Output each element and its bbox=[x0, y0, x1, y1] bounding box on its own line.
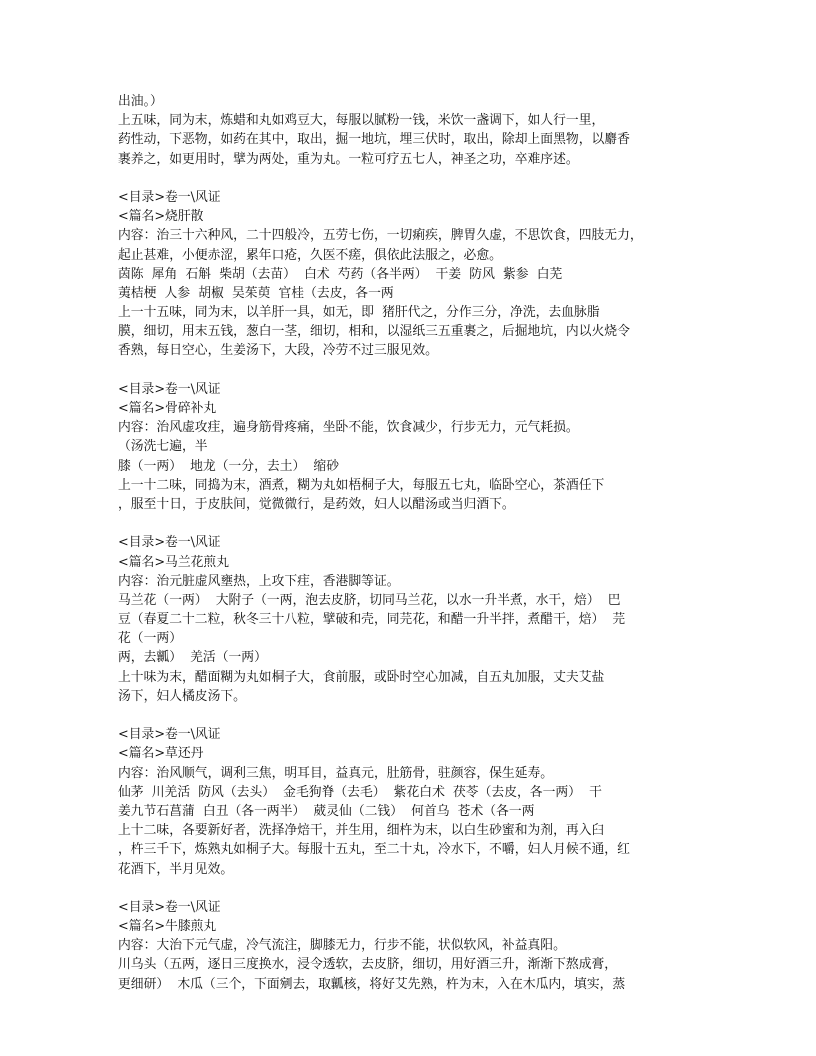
ingredients-line: 姜九节石菖蒲 白丑（各一两半） 葳灵仙（二钱） 何首乌 苍术（各一两 bbox=[118, 803, 535, 819]
paragraph-gap bbox=[118, 169, 698, 188]
catalog-line: <目录>卷一\风证 bbox=[118, 727, 221, 743]
content-line: 内容：治三十六种风，二十四般冷，五劳七伤，一切痢疾，脾胃久虚，不思饮食，四肢无力， bbox=[118, 228, 643, 244]
text-line: 上一十五味，同为末，以羊肝一具，如无，即 猪肝代之，分作三分，净洗，去血脉脂 bbox=[118, 305, 600, 321]
paragraph-gap bbox=[118, 879, 698, 898]
content-line: 内容：大治下元气虚，冷气流注，脚膝无力，行步不能，状似软风，补益真阳。 bbox=[118, 938, 566, 954]
chapter-title: <篇名>烧肝散 bbox=[118, 209, 204, 225]
text-line: 上五味，同为末，炼蜡和丸如鸡豆大，每服以腻粉一钱，米饮一盏调下，如人行一里， bbox=[118, 113, 605, 129]
entry-gusuibuwan bbox=[118, 380, 698, 514]
text-line: （汤洗七遍，半 bbox=[118, 439, 208, 455]
ingredients-line: 荑桔梗 人参 胡椒 吴茱萸 官桂（去皮，各一两 bbox=[118, 285, 394, 301]
ingredients-line: 仙茅 川羌活 防风（去头） 金毛狗脊（去毛） 紫花白术 茯苓（去皮，各一两） 干 bbox=[118, 784, 602, 800]
text-line: 上十味为末，醋面糊为丸如桐子大，食前服，或卧时空心加减，自五丸加服，丈夫艾盐 bbox=[118, 669, 605, 685]
entry-niuxijianwan bbox=[118, 898, 698, 994]
text-line: 香熟，每日空心，生姜汤下，大段，冷劳不过三服见效。 bbox=[118, 343, 438, 359]
text-line: ，服至十日，于皮肤间，觉微微行，是药效，妇人以醋汤或当归酒下。 bbox=[118, 496, 515, 512]
entry-shaoganshan bbox=[118, 188, 698, 361]
text-line: 起止甚难，小便赤涩，累年口疮，久医不瘥，俱依此法服之，必愈。 bbox=[118, 247, 502, 263]
text-line: 汤下，妇人橘皮汤下。 bbox=[118, 688, 246, 704]
catalog-line: <目录>卷一\风证 bbox=[118, 381, 221, 397]
paragraph-gap bbox=[118, 706, 698, 725]
ingredients-line: 花（一两） bbox=[118, 631, 182, 647]
ingredients-line: 更细研） 木瓜（三个，下面剜去，取瓤核，将好艾先熟，杵为末，入在木瓜内，填实，蒸 bbox=[118, 976, 626, 992]
chapter-title: <篇名>草还丹 bbox=[118, 746, 204, 762]
text-line: 出油。） bbox=[118, 94, 163, 109]
entry-caohuandan bbox=[118, 725, 698, 879]
ingredients-line: 茵陈 犀角 石斛 柴胡（去苗） 白术 芍药（各半两） 干姜 防风 紫参 白芜 bbox=[118, 266, 563, 282]
ingredients-line: 两，去瓤） 羌活（一两） bbox=[118, 650, 267, 666]
catalog-line: <目录>卷一\风证 bbox=[118, 189, 221, 205]
chapter-title: <篇名>骨碎补丸 bbox=[118, 401, 217, 416]
text-line: ，杵三千下，炼熟丸如桐子大。每服十五丸，至二十丸，冷水下，不嚼，妇人月候不通，红 bbox=[118, 842, 630, 858]
content-line: 内容：治风顺气，调利三焦，明耳目，益真元，肚筋骨，驻颜容，保生延寿。 bbox=[118, 765, 554, 781]
ingredients-line: 马兰花（一两） 大附子（一两，泡去皮脐，切同马兰花，以水一升半煮，水干，焙） 巴 bbox=[118, 592, 621, 608]
content-line: 内容：治风虚攻疰，遍身筋骨疼痛，坐卧不能，饮食减少，行步无力，元气耗损。 bbox=[118, 420, 579, 436]
text-line: 上十二味，各要新好者，洗择净焙干，并生用，细杵为末，以白生砂蜜和为剂，再入臼 bbox=[118, 823, 605, 839]
catalog-line: <目录>卷一\风证 bbox=[118, 535, 221, 551]
content-line: 内容：治元脏虚风壅热，上攻下疰，香港脚等证。 bbox=[118, 573, 400, 589]
document-page bbox=[118, 92, 698, 994]
ingredients-line: 豆（春夏二十二粒，秋冬三十八粒，擘破和壳，同芫花，和醋一升半拌，煮醋干，焙） 芫 bbox=[118, 612, 626, 628]
paragraph-gap bbox=[118, 514, 698, 533]
entry-malanhuajianwan bbox=[118, 533, 698, 706]
text-line: 裹养之，如更用时，擘为两处，重为丸。一粒可疗五七人，神圣之功，卒难序述。 bbox=[118, 151, 579, 167]
chapter-title: <篇名>牛膝煎丸 bbox=[118, 919, 217, 935]
text-line: 上一十二味，同捣为末，酒煮，糊为丸如梧桐子大，每服五七丸，临卧空心，茶酒任下 bbox=[118, 477, 605, 493]
text-line: 花酒下，半月见效。 bbox=[118, 861, 234, 877]
text-line: 药性动，下恶物，如药在其中，取出，掘一地坑，埋三伏时，取出，除却上面黑物，以麝香 bbox=[118, 132, 630, 148]
text-block-intro bbox=[118, 92, 698, 169]
ingredients-line: 膝（一两） 地龙（一分，去土） 缩砂 bbox=[118, 458, 340, 474]
chapter-title: <篇名>马兰花煎丸 bbox=[118, 554, 230, 570]
paragraph-gap bbox=[118, 361, 698, 380]
catalog-line: <目录>卷一\风证 bbox=[118, 899, 221, 915]
ingredients-line: 川乌头（五两，逐日三度换水，浸令透软，去皮脐，细切，用好酒三升，渐渐下熬成膏， bbox=[118, 957, 618, 973]
text-line: 膜，细切，用末五钱，葱白一茎，细切，相和，以湿纸三五重裹之，后掘地坑，内以火烧令 bbox=[118, 324, 630, 340]
